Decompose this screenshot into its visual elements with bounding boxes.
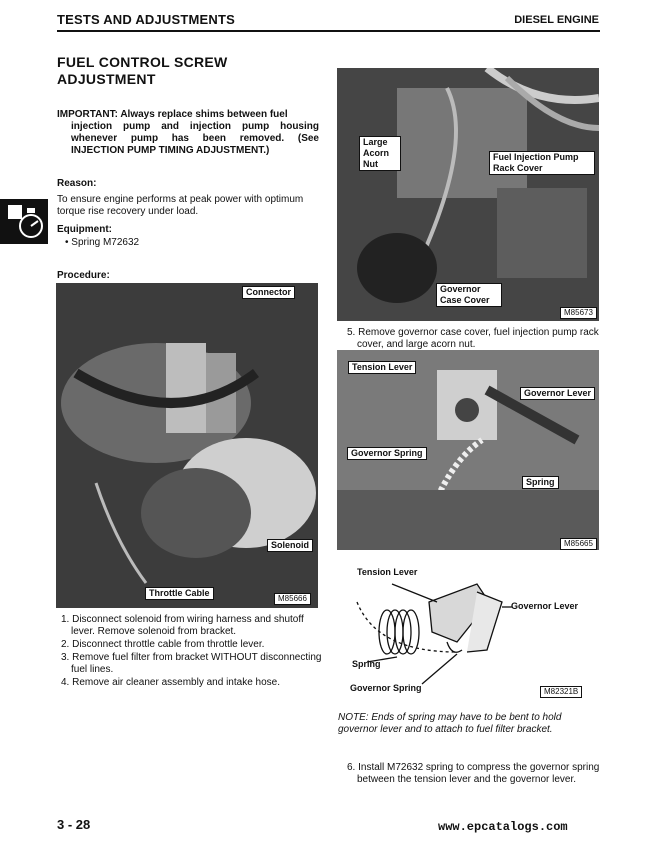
solenoid-callout: Solenoid: [267, 539, 313, 552]
equipment-label: Equipment:: [57, 224, 112, 235]
governor-spring-callout: Governor Spring: [347, 447, 427, 460]
reason-text: To ensure engine performs at peak power with optimum torque rise recovery under load.: [57, 194, 304, 217]
governor-spring-photo: [337, 350, 599, 550]
large-acorn-nut-callout: Large Acorn Nut: [359, 136, 401, 171]
step-4: 4. Remove air cleaner assembly and intake hose.: [61, 677, 281, 688]
figure-id: M82321B: [540, 686, 582, 698]
header-rule: [57, 30, 600, 32]
figure-id: M85666: [274, 593, 311, 605]
step-5: [343, 327, 601, 352]
figure-id: M85673: [560, 307, 597, 319]
page-number: 3 - 28: [57, 817, 91, 832]
section-header: TESTS AND ADJUSTMENTS: [57, 12, 236, 27]
title-line-2: ADJUSTMENT: [57, 71, 156, 87]
step-5-text: 5. Remove governor case cover, fuel injection pump rack cover, and large acorn nut.: [347, 327, 599, 350]
tension-lever-callout: Tension Lever: [348, 361, 416, 374]
solenoid-photo: [56, 283, 318, 608]
title-line-1: FUEL CONTROL SCREW: [57, 54, 228, 70]
governor-lever-callout: Governor Lever: [520, 387, 595, 400]
step-6-text: 6. Install M72632 spring to compress the governor spring between the tension lever and the governor lever.: [347, 762, 600, 785]
reason-label: Reason:: [57, 178, 97, 189]
engine-stopwatch-icon: [0, 199, 48, 244]
spring-callout: Spring: [522, 476, 559, 489]
procedure-label: Procedure:: [57, 270, 110, 281]
spring-label: Spring: [352, 659, 381, 669]
equipment-item: • Spring M72632: [65, 237, 140, 248]
connector-callout: Connector: [242, 286, 295, 299]
figure-id: M85665: [560, 538, 597, 550]
step-3: 3. Remove fuel filter from bracket WITHOUT disconnecting fuel lines.: [61, 652, 322, 675]
important-line-1: IMPORTANT: Always replace shims between fuel: [57, 109, 288, 120]
note-text: NOTE: Ends of spring may have to be bent to hold governor lever and to attach to fuel filter bracket.: [338, 712, 562, 735]
rack-cover-callout: Fuel Injection Pump Rack Cover: [489, 151, 595, 175]
governor-case-cover-callout: Governor Case Cover: [436, 283, 502, 307]
spring-diagram: [337, 562, 599, 700]
governor-lever-label: Governor Lever: [511, 601, 579, 611]
governor-spring-label: Governor Spring: [350, 683, 422, 693]
watermark-url: www.epcatalogs.com: [438, 820, 568, 834]
step-1: 1. Disconnect solenoid from wiring harness and shutoff lever. Remove solenoid from bracket.: [61, 614, 304, 637]
throttle-cable-callout: Throttle Cable: [145, 587, 214, 600]
important-notice: [57, 109, 319, 157]
page-title: [57, 54, 228, 88]
important-rest: injection pump and injection pump housing whenever pump has been removed. (See INJECTION PUMP TIMING ADJUSTMENT.): [71, 121, 319, 156]
steps-list-left: [57, 614, 327, 690]
step-6: [343, 762, 601, 787]
step-2: 2. Disconnect throttle cable from throttle lever.: [61, 639, 265, 650]
chapter-header: DIESEL ENGINE: [514, 14, 599, 26]
engine-photo-illustration: [56, 283, 318, 608]
tension-lever-label: Tension Lever: [357, 567, 418, 577]
governor-linkage-drawing: [337, 562, 599, 700]
engine-section-tab: [0, 199, 48, 244]
governor-case-photo: [337, 68, 599, 321]
